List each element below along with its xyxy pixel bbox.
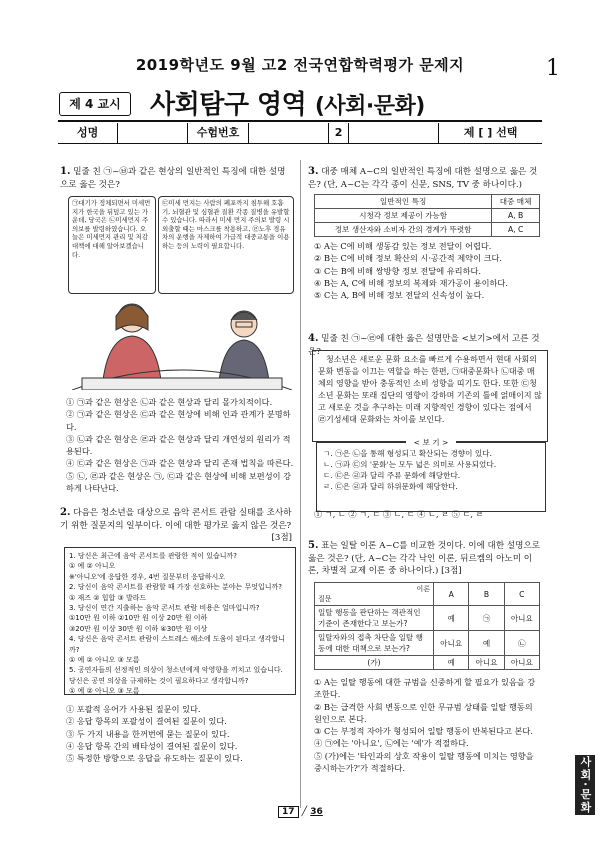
page-number: 1 (546, 56, 560, 81)
q3-table (314, 194, 540, 237)
q3-option-3[interactable]: ③ C는 B에 비해 쌍방향 정보 전달에 유리하다. (314, 265, 481, 276)
q3-table-header: 일반적인 특징 (315, 195, 492, 209)
q4-bogi-item: ㄷ. ㉢은 ㉣과 달리 주류 문화에 해당한다. (323, 471, 461, 480)
q1-bubble-right: ㉢미세 먼지는 사람의 폐포까지 침투해 호흡기, 뇌혈관 및 심혈관 질환 각종 질병을 유발할 수 있습니다. 따라서 미세 먼지 주의보 발령 시 외출할 때는 마스크를 착용하고, ㉣노후 경유차의 운행을 자제하여 가급적 대중교통을 이용하는 등의 노력이 필요합니다. (158, 196, 294, 294)
survey-line: 3. 당신이 연간 지출하는 음악 콘서트 관람 비용은 얼마입니까? (69, 604, 260, 613)
question-5 (308, 540, 542, 578)
q3-option-2[interactable]: ② B는 C에 비해 정보 확산의 시·공간적 제약이 크다. (314, 253, 503, 264)
survey-line: ①10만 원 이하 ②10만 원 이상 20만 원 이하 (69, 614, 208, 623)
q5-row-question: (가) (315, 656, 434, 670)
q5-option-2[interactable]: ② B는 급격한 사회 변동으로 인한 무규범 상태를 일탈 행동의 원인으로 본다. (314, 701, 533, 724)
q5-corner-top: 이론 (416, 585, 430, 593)
q5-options (314, 676, 542, 774)
q2-survey-box (64, 547, 296, 695)
survey-line: 4. 당신은 음악 콘서트 관람이 스트레스 해소에 도움이 된다고 생각합니까? (69, 635, 286, 654)
q5-points: [3점] (441, 566, 462, 576)
survey-line: 2. 당신이 음악 콘서트를 관람할 때 가장 선호하는 분야는 무엇입니까? (69, 583, 282, 592)
grade-digit: 2 (329, 123, 350, 143)
q5-cell: ㉠ (469, 606, 504, 631)
q3-number: 3. (308, 166, 319, 177)
footer-slash-icon: ╱ (301, 807, 308, 817)
survey-line: ① 예 ② 아니오 (69, 562, 116, 571)
question-1 (60, 166, 292, 191)
column-divider (300, 160, 301, 808)
q2-option-4[interactable]: ④ 응답 항목 간의 배타성이 결여된 질문이 있다. (66, 740, 238, 751)
q5-cell: 아니요 (504, 606, 539, 631)
header-rule (58, 120, 542, 122)
survey-line: ① 재즈 ② 힙합 ③ 발라드 (69, 593, 147, 602)
q2-option-2[interactable]: ② 응답 항목의 포괄성이 결여된 질문이 있다. (66, 716, 227, 727)
q5-col-header: C (504, 583, 539, 606)
exam-no-field-a[interactable] (249, 123, 329, 143)
q3-stem: 대중 매체 A~C의 일반적인 특징에 대한 설명으로 옳은 것은? (단, A~C는 각각 종이 신문, SNS, TV 중 하나이다.) (308, 167, 538, 190)
q4-stem: 밑줄 친 ㉠~㉣에 대한 옳은 설명만을 <보기>에서 고른 것은? (308, 334, 540, 357)
q1-option-4[interactable]: ④ ㉢과 같은 현상은 ㉠과 같은 현상과 달리 존재 법칙을 따른다. (66, 458, 294, 469)
q5-option-1[interactable]: ① A는 일탈 행동에 대한 규범을 신중하게 할 필요가 있음을 강조한다. (314, 677, 536, 700)
q5-cell: 예 (434, 656, 469, 670)
survey-line: 5. 공연자들의 선정적인 의상이 청소년에게 악영향을 끼치고 있습니다. 당신은 공연 의상을 규제하는 것이 필요하다고 생각합니까? (69, 666, 283, 685)
q5-table (314, 582, 540, 670)
q2-options (66, 703, 294, 764)
q4-options[interactable]: ① ㄱ, ㄴ ② ㄱ, ㄷ ③ ㄴ, ㄷ ④ ㄴ, ㄹ ⑤ ㄷ, ㄹ (314, 509, 484, 519)
q3-table-cell: 정보 생산자와 소비자 간의 경계가 뚜렷함 (315, 223, 492, 237)
q5-row-question: 일탈 행동을 판단하는 객관적인 기준이 존재한다고 보는가? (315, 606, 434, 631)
q3-option-1[interactable]: ① A는 C에 비해 생동감 있는 정보 전달이 어렵다. (314, 241, 492, 251)
period-box: 제 4 교시 (59, 92, 131, 116)
name-field[interactable] (118, 123, 188, 143)
q5-cell: ㉡ (504, 631, 539, 656)
q1-option-1[interactable]: ① ㉠과 같은 현상은 ㉡과 같은 현상과 달리 몰가치적이다. (66, 397, 273, 407)
footer-page: 17 (278, 806, 299, 818)
q3-table-cell: A, B (492, 209, 540, 223)
q1-bubble-left: ㉠대기가 정체되면서 미세먼지가 한국을 뒤덮고 있는 가운데, 당국은 ㉡미세먼지 주의보를 발령하였습니다. 오늘은 미세먼지 관리 및 저감 대책에 대해 알아보겠습니다. (68, 196, 156, 294)
footer-total: 36 (310, 807, 323, 817)
q5-table-corner (315, 583, 434, 606)
q4-passage: 청소년은 새로운 문화 요소를 빠르게 수용하면서 현대 사회의 문화 변동을 이끄는 역할을 하는 한편, ㉠대중문화나 ㉡대중 매체의 영향을 받아 충동적인 소비 성향을 띠기도 한다. 또한 ㉢청소년 문화는 또래 집단의 영향이 강하며 기존의 틀에 얽매이지 않고 새로운 것을 추구하는 미래 지향적인 경향이 있다는 점에서 ㉣기성세대 문화와는 차이를 보인다. (312, 350, 548, 442)
q3-option-5[interactable]: ⑤ C는 A, B에 비해 정보 전달의 신속성이 높다. (314, 290, 485, 301)
q2-points: [3점] (271, 533, 292, 543)
desk (82, 378, 282, 390)
q3-table-header: 대중 매체 (492, 195, 540, 209)
q1-option-5[interactable]: ⑤ ㉡, ㉣과 같은 현상은 ㉠, ㉢과 같은 현상에 비해 보편성이 강하게 나타난다. (66, 470, 292, 494)
subject-main: 사회탐구 영역 (150, 90, 307, 120)
anchor-woman-figure (102, 304, 162, 390)
q5-cell: 아니요 (434, 631, 469, 656)
q5-col-header: B (469, 583, 504, 606)
q5-cell: 아니요 (504, 656, 539, 670)
exam-no-field-b[interactable] (349, 123, 439, 143)
q5-stem: 표는 일탈 이론 A~C를 비교한 것이다. 이에 대한 설명으로 옳은 것은? (단, A~C는 각각 낙인 이론, 뒤르켐의 아노미 이론, 차별적 교제 이론 중 하나이다.) (308, 541, 541, 576)
q1-number: 1. (60, 166, 71, 177)
q5-cell: 아니요 (469, 656, 504, 670)
q2-number: 2. (60, 507, 71, 518)
subject-title (150, 84, 425, 121)
q5-option-3[interactable]: ③ C는 부정적 자아가 형성되어 일탈 행동이 반복된다고 본다. (314, 726, 533, 737)
q2-option-3[interactable]: ③ 두 가지 내용을 한꺼번에 묻는 질문이 있다. (66, 728, 230, 739)
exam-no-label: 수험번호 (188, 123, 248, 143)
q5-number: 5. (308, 540, 319, 551)
q4-bogi-box (316, 438, 546, 512)
q5-corner-bottom: 질문 (318, 595, 332, 603)
q4-bogi-item: ㄴ. ㉠과 ㉢의 '문화'는 모두 넓은 의미로 사용되었다. (323, 460, 497, 469)
survey-line: 1. 당신은 최근에 음악 콘서트를 관람한 적이 있습니까? (69, 552, 237, 560)
subject-sub: (사회·문화) (314, 94, 425, 119)
q3-options (314, 240, 542, 301)
q2-option-1[interactable]: ① 포괄적 응어가 사용된 질문이 있다. (66, 704, 201, 714)
q4-bogi-title: < 보 기 > (406, 437, 456, 448)
q5-cell: 예 (434, 606, 469, 631)
q1-illustration (72, 290, 292, 390)
survey-line: ① 예 ② 아니오 ③ 모름 (69, 687, 140, 696)
q4-number: 4. (308, 333, 319, 344)
q1-stem: 밑줄 친 ㉠~㉥과 같은 현상의 일반적인 특징에 대한 설명으로 옳은 것은? (60, 167, 286, 190)
exam-title: 2019학년도 9월 고2 전국연합학력평가 문제지 (135, 56, 465, 74)
question-3 (308, 166, 542, 191)
q2-stem: 다음은 청소년을 대상으로 음악 콘서트 관람 실태를 조사하기 위한 질문지의 일부이다. 이에 대한 평가로 옳지 않은 것은? (60, 508, 292, 531)
survey-line: ③20만 원 이상 30만 원 이하 ④30만 원 이상 (69, 624, 208, 633)
q4-bogi-item: ㄱ. ㉠은 ㉡을 통해 형성되고 확산되는 경향이 있다. (323, 449, 492, 458)
survey-line: ※'아니오'에 응답한 경우, 4번 질문부터 응답하시오 (69, 572, 225, 581)
q1-option-2[interactable]: ② ㉠과 같은 현상은 ㉢과 같은 현상에 비해 인과 관계가 분명하다. (66, 409, 291, 432)
q3-table-cell: 시청각 정보 제공이 가능함 (315, 209, 492, 223)
survey-line: ① 예 ② 아니오 ③ 모름 (69, 656, 140, 665)
q2-option-5[interactable]: ⑤ 특정한 방향으로 응답을 유도하는 질문이 있다. (66, 753, 243, 764)
q5-col-header: A (434, 583, 469, 606)
choice-label: 제 [ ] 선택 (463, 126, 518, 139)
name-label: 성명 (58, 123, 118, 143)
q5-cell: 예 (469, 631, 504, 656)
question-2 (60, 507, 292, 545)
subject-side-tab: 사회·문화 (575, 755, 595, 815)
q4-bogi-item: ㄹ. ㉢은 ㉣과 달리 하위문화에 해당한다. (323, 482, 458, 491)
q5-row-question: 일탈자와의 접촉 차단을 일탈 행동에 대한 대책으로 보는가? (315, 631, 434, 656)
q3-option-4[interactable]: ④ B는 A, C에 비해 정보의 복제와 재가공이 용이하다. (314, 277, 508, 288)
info-bar (58, 123, 542, 144)
q1-option-3[interactable]: ③ ㉡과 같은 현상은 ㉣과 같은 현상과 달리 개연성의 원리가 적용된다. (66, 433, 291, 457)
q5-option-4[interactable]: ④ ㉠에는 '아니요', ㉡에는 '예'가 적절하다. (314, 738, 469, 749)
page-footer (278, 807, 323, 817)
q5-option-5[interactable]: ⑤ (가)에는 '타인과의 상호 작용이 일탈 행동에 미치는 영향을 중시하는가?'가 적절하다. (314, 750, 534, 774)
q1-options (66, 396, 294, 494)
q3-table-cell: A, C (492, 223, 540, 237)
